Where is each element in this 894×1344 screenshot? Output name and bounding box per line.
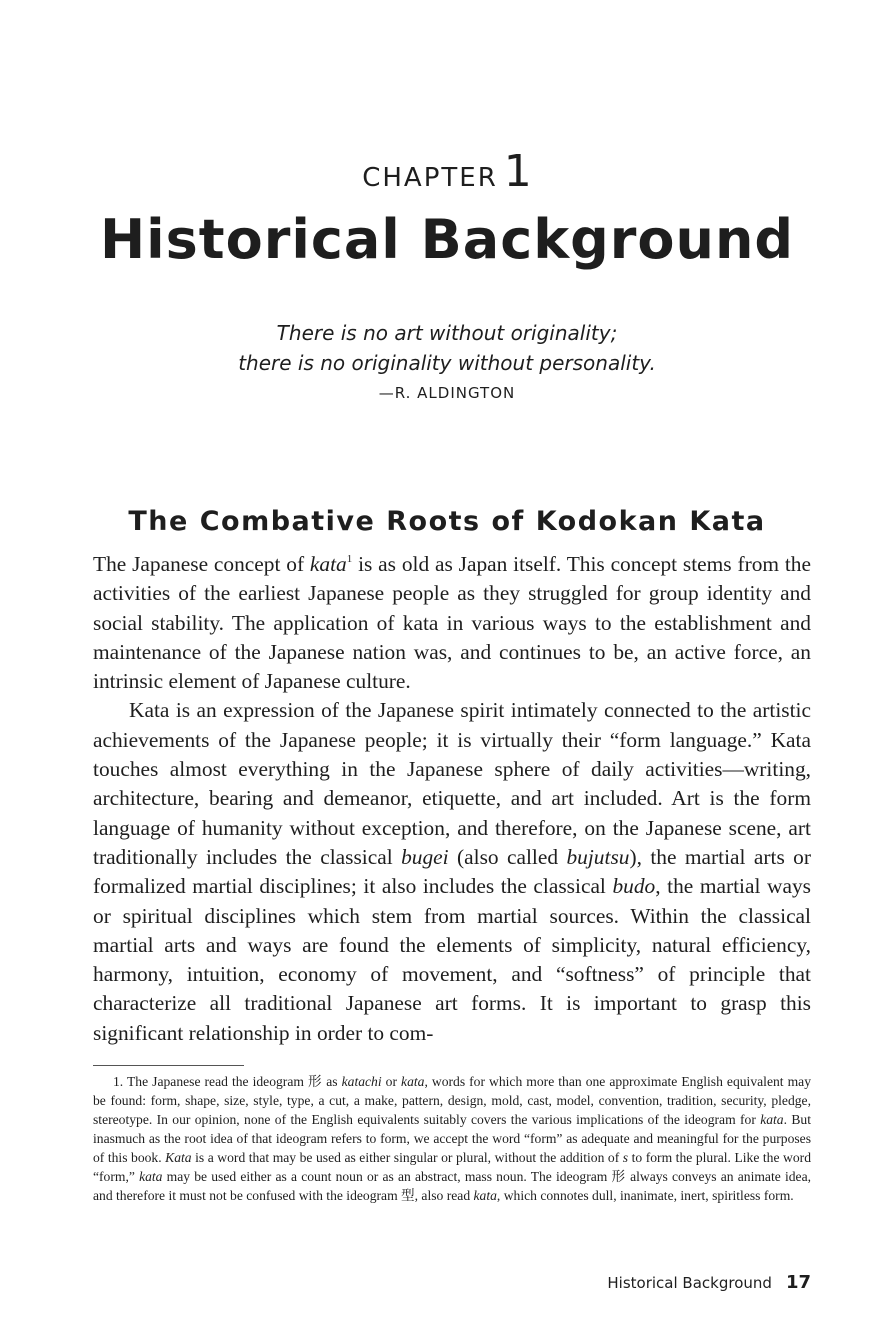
term-kata: kata <box>309 552 347 576</box>
term-bujutsu: bujutsu <box>566 844 630 869</box>
term-budo: budo <box>612 874 656 899</box>
running-footer <box>607 1272 811 1294</box>
running-title: Historical Background <box>607 1274 772 1292</box>
paragraph-2: Kata is an expression of the Japanese spirit intimately connected to the artistic achievements of the Japanese people; it is virtually their “form language.” Kata touches almost everything in the Japanese sphere of daily activities—writing, architecture, bearing and demeanor, etiquette, and art included. Art is the form language of humanity without exception, and therefore, on the Japanese scene, art traditionally includes the classical bugei (also called bujutsu), the martial arts or formalized martial disciplines; it also includes the classical budo, the martial ways or spiritual disciplines which stem from martial sources. Within the classical martial arts and ways are found the elements of simplicity, natural efficiency, harmony, intuition, economy of movement, and “softness” of principle that characterize all traditional Japanese art forms. It is important to grasp this significant relationship in order to com- <box>93 698 811 1045</box>
page-number: 17 <box>785 1272 811 1293</box>
chapter-title: Historical Background <box>99 208 795 271</box>
epigraph <box>0 318 894 404</box>
footnote-reference[interactable]: 1 <box>346 553 353 565</box>
footnote-number: 1. <box>113 1074 124 1089</box>
paragraph-1: The Japanese concept of kata$^1$ is as old as Japan itself. This concept stems from the activities of the earliest Japanese people as they struggled for group identity and social stability. The application of kata in various ways to the establishment and maintenance of the Japanese nation was, and continues to be, an active force, an intrinsic element of Japanese culture. <box>93 552 811 694</box>
chapter-word: CHAPTER <box>362 163 498 193</box>
epigraph-line-1: There is no art without originality; <box>276 321 618 345</box>
footnote-divider <box>93 1065 244 1066</box>
epigraph-author: —R. ALDINGTON <box>378 384 516 402</box>
footnote-1: 1. The Japanese read the ideogram 形 as katachi or kata, words for which more than one approximate English equivalent may be found: form, shape, size, style, type, a cut, a make, pattern, design, mold, cast, model, convention, tradition, security, pledge, stereotype. In our opinion, none of the English equivalents suitably covers the various implications of the ideogram for kata. But inasmuch as the root idea of that ideogram refers to form, we accept the word “form” as adequate and meaningful for the purposes of this book. Kata is a word that may be used as either singular or plural, without the addition of s to form the plural. Like the word “form,” kata may be used either as a count noun or as an abstract, mass noun. The ideogram 形 always conveys an animate idea, and therefore it must not be confused with the ideogram 型, also read kata, which connotes dull, inanimate, inert, spiritless form. <box>93 1074 811 1203</box>
chapter-label <box>0 146 894 197</box>
epigraph-line-2: there is no originality without personality. <box>238 351 656 375</box>
section-heading: The Combative Roots of Kodokan Kata <box>128 506 766 537</box>
body-text <box>93 550 811 1048</box>
chapter-number: 1 <box>503 146 532 197</box>
term-bugei: bugei <box>401 844 449 869</box>
